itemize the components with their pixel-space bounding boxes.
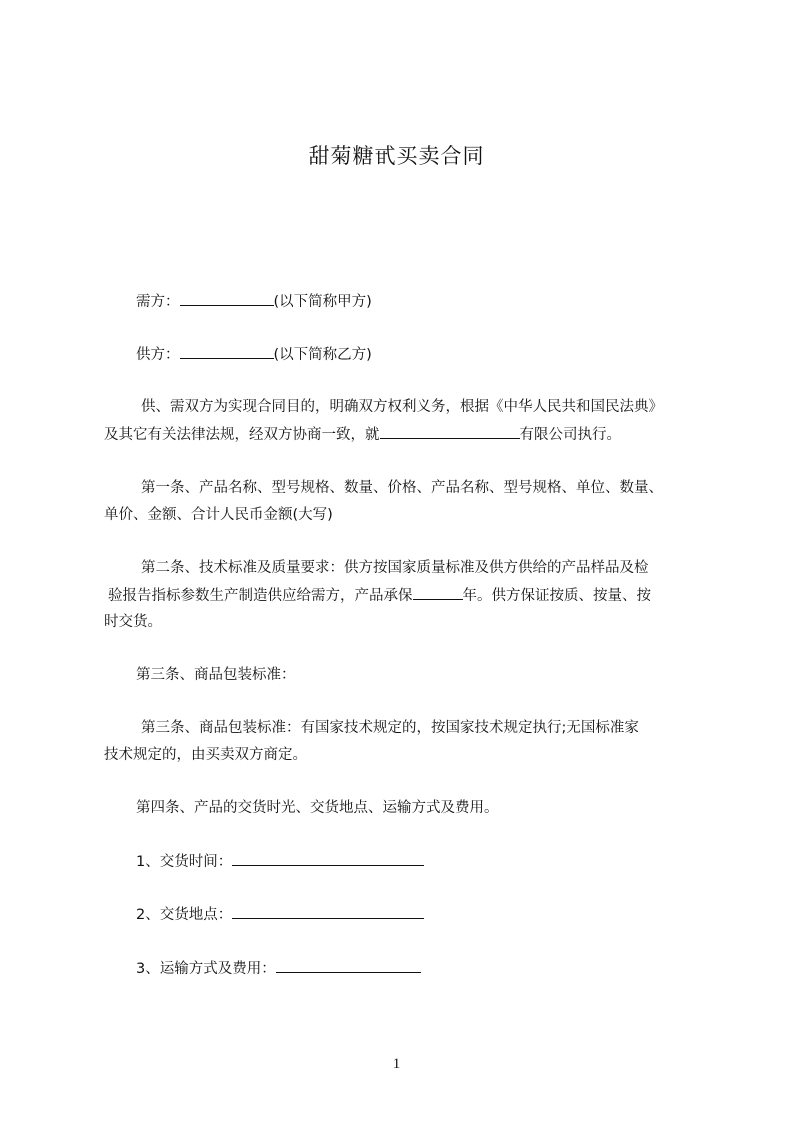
item1-label: 1、交货时间：: [136, 854, 233, 870]
item1-line: [136, 851, 424, 872]
buyer-label: 需方：: [136, 294, 180, 310]
article3-heading: 第三条、商品包装标准：: [136, 667, 296, 683]
preamble-line-2-prefix: 及其它有关法律法规，经双方协商一致，就: [104, 427, 380, 443]
delivery-location-blank[interactable]: [232, 904, 424, 919]
seller-suffix: (以下简称乙方): [273, 347, 372, 363]
item2-line: [136, 904, 424, 925]
item3-label: 3、运输方式及费用：: [136, 961, 276, 977]
item2-label: 2、交货地点：: [136, 907, 233, 923]
preamble-line-2: [104, 424, 621, 445]
company-blank[interactable]: [380, 424, 520, 439]
article4-heading: 第四条、产品的交货时光、交货地点、运输方式及费用。: [136, 800, 499, 816]
seller-line: [136, 344, 372, 365]
article2-line-2-suffix: 年。供方保证按质、按量、按: [462, 588, 651, 604]
page-number: 1: [392, 1056, 401, 1072]
buyer-suffix: (以下简称甲方): [273, 294, 372, 310]
preamble-line-2-suffix: 有限公司执行。: [519, 427, 621, 443]
article2-line-2-prefix: 验报告指标参数生产制造供应给需方，产品承保: [108, 588, 413, 604]
transport-cost-blank[interactable]: [276, 958, 421, 973]
delivery-time-blank[interactable]: [232, 851, 424, 866]
item3-line: [136, 958, 421, 979]
article1-line-2: 单价、金额、合计人民币金额(大写): [104, 507, 333, 523]
article2-line-3: 时交货。: [104, 614, 162, 630]
article3-line-2: 技术规定的，由买卖双方商定。: [104, 747, 307, 763]
seller-label: 供方：: [136, 347, 180, 363]
article2-line-2: [108, 585, 651, 606]
seller-blank[interactable]: [180, 344, 274, 359]
buyer-blank[interactable]: [180, 291, 274, 306]
buyer-line: [136, 291, 372, 312]
preamble-line-1: 供、需双方为实现合同目的，明确双方权利义务，根据《中华人民共和国民法典》: [141, 399, 663, 415]
warranty-years-blank[interactable]: [413, 585, 463, 600]
article2-line-1: 第二条、技术标准及质量要求：供方按国家质量标准及供方供给的产品样品及检: [141, 560, 649, 576]
document-title: 甜菊糖甙买卖合同: [308, 144, 485, 168]
article3-line-1: 第三条、商品包装标准：有国家技术规定的，按国家技术规定执行;无国标准家: [141, 720, 639, 736]
article1-line-1: 第一条、产品名称、型号规格、数量、价格、产品名称、型号规格、单位、数量、: [141, 480, 663, 496]
